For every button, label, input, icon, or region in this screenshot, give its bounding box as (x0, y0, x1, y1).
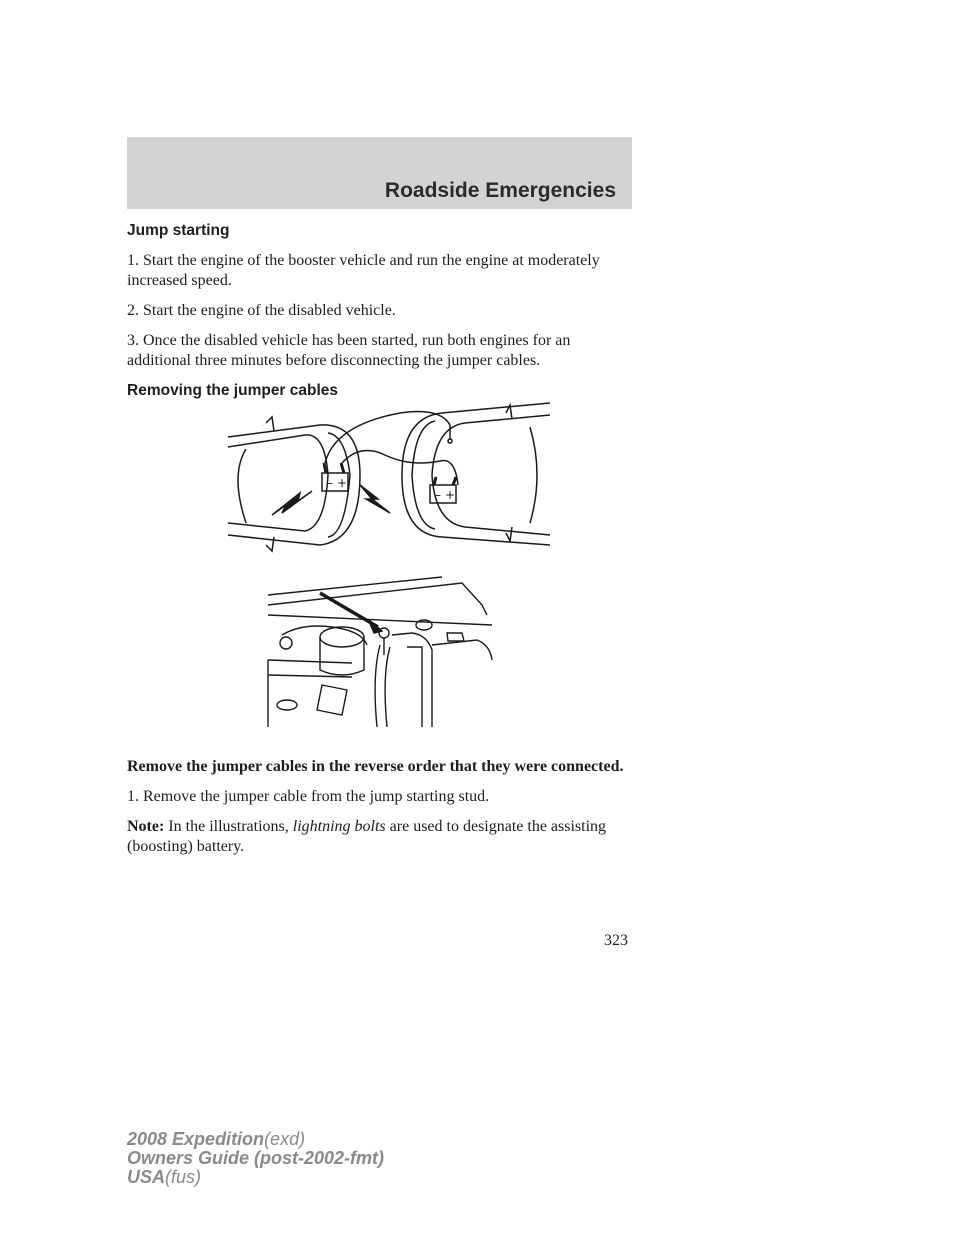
step-2: 2. Start the engine of the disabled vehicle. (127, 302, 396, 319)
removal-instructions (127, 757, 632, 867)
footer-line-2: Owners Guide (post-2002-fmt) (127, 1148, 385, 1168)
section-title: Roadside Emergencies (384, 179, 616, 202)
page-number: 323 (604, 932, 628, 949)
note-text-post: are used to designate the assisting (boosting) battery. (127, 818, 607, 855)
note-label: Note: (127, 818, 165, 835)
engine-compartment-illustration (262, 575, 502, 727)
removal-step-1: 1. Remove the jumper cable from the jump starting stud. (127, 788, 490, 805)
battery-minus-right: – (435, 488, 441, 502)
header-bar (127, 137, 632, 209)
document-footer (127, 1130, 384, 1187)
heading-jump-starting: Jump starting (127, 222, 230, 239)
jump-start-vehicles-illustration (210, 395, 555, 560)
step-1: 1. Start the engine of the booster vehicle and run the engine at moderately increased speed. (127, 252, 600, 289)
battery-plus-left: + (337, 476, 348, 490)
page-content (127, 221, 632, 411)
step-3: 3. Once the disabled vehicle has been started, run both engines for an additional three minutes before disconnecting the jumper cables. (127, 332, 571, 369)
battery-minus-left: – (327, 476, 333, 490)
heading-removing-cables: Removing the jumper cables (127, 382, 339, 399)
note-text-pre: In the illustrations, (168, 818, 289, 835)
lightning-bolt-icon (272, 491, 312, 515)
note-text-italic: lightning bolts (292, 818, 386, 835)
battery-plus-right: + (445, 488, 456, 502)
footer-line-3: USA(fus) (127, 1167, 202, 1187)
footer-line-1: 2008 Expedition(exd) (127, 1129, 306, 1149)
note (127, 817, 632, 857)
lightning-bolt-icon (360, 485, 390, 513)
reverse-order-instruction: Remove the jumper cables in the reverse order that they were connected. (127, 758, 624, 775)
